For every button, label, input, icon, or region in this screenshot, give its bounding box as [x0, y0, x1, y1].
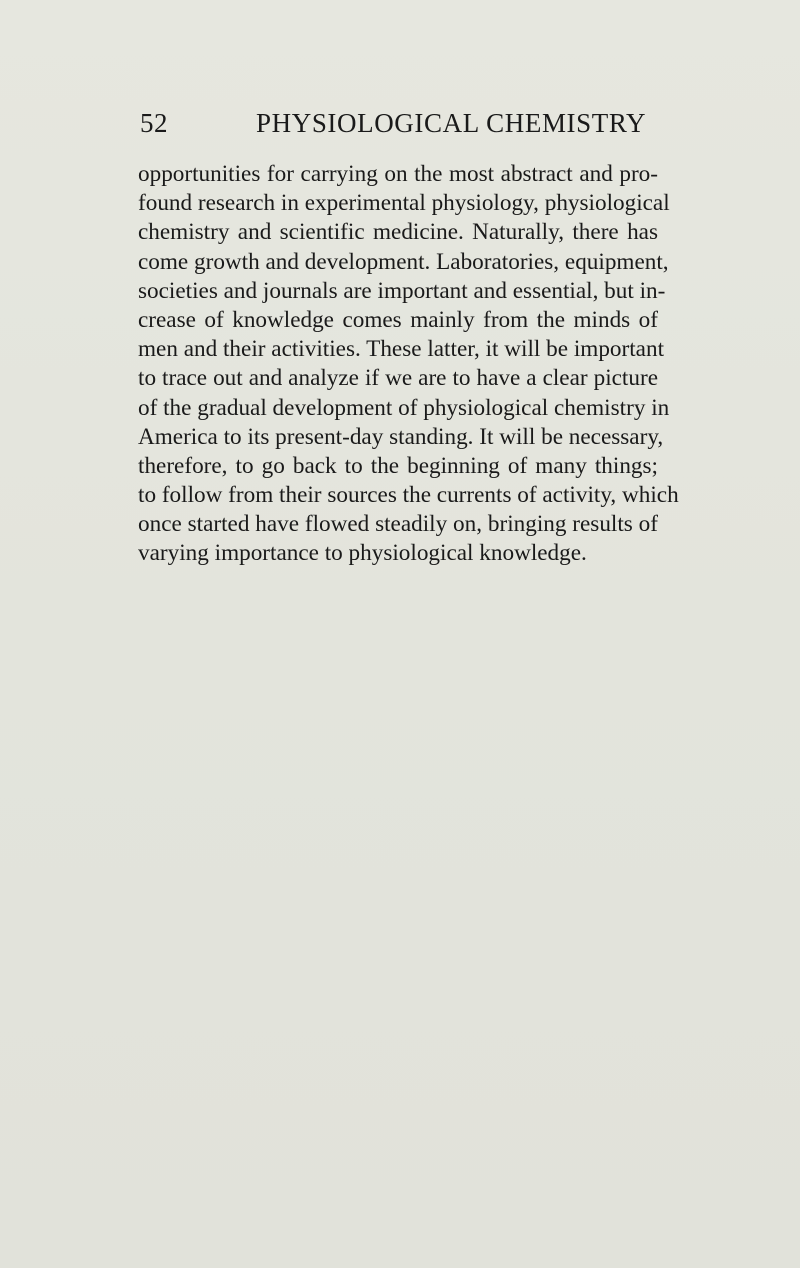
page-number: 52 [140, 108, 168, 138]
text-line: come growth and development. Laboratories, equipment, [138, 248, 669, 275]
text-line: found research in experimental physiology, physiological [138, 190, 670, 217]
text-line: varying importance to physiological knowledge. [138, 540, 587, 567]
text-line: to follow from their sources the currents of activity, which [138, 482, 679, 509]
text-line: of the gradual development of physiological chemistry in [138, 394, 670, 421]
text-line: men and their activities. These latter, it will be important [138, 336, 665, 363]
text-line: therefore, to go back to the beginning of many things; [138, 452, 658, 479]
running-title: PHYSIOLOGICAL CHEMISTRY [256, 108, 647, 138]
text-line: chemistry and scientific medicine. Naturally, there has [138, 219, 658, 246]
text-line: America to its present-day standing. It will be necessary, [138, 423, 664, 450]
text-line: crease of knowledge comes mainly from the minds of [138, 306, 658, 333]
text-line: to trace out and analyze if we are to have a clear picture [138, 365, 658, 392]
text-line: once started have flowed steadily on, bringing results of [138, 511, 658, 538]
text-line: opportunities for carrying on the most abstract and pro- [138, 161, 658, 187]
body-paragraph [138, 160, 679, 569]
running-head [140, 108, 647, 144]
text-line: societies and journals are important and essential, but in- [138, 277, 666, 304]
